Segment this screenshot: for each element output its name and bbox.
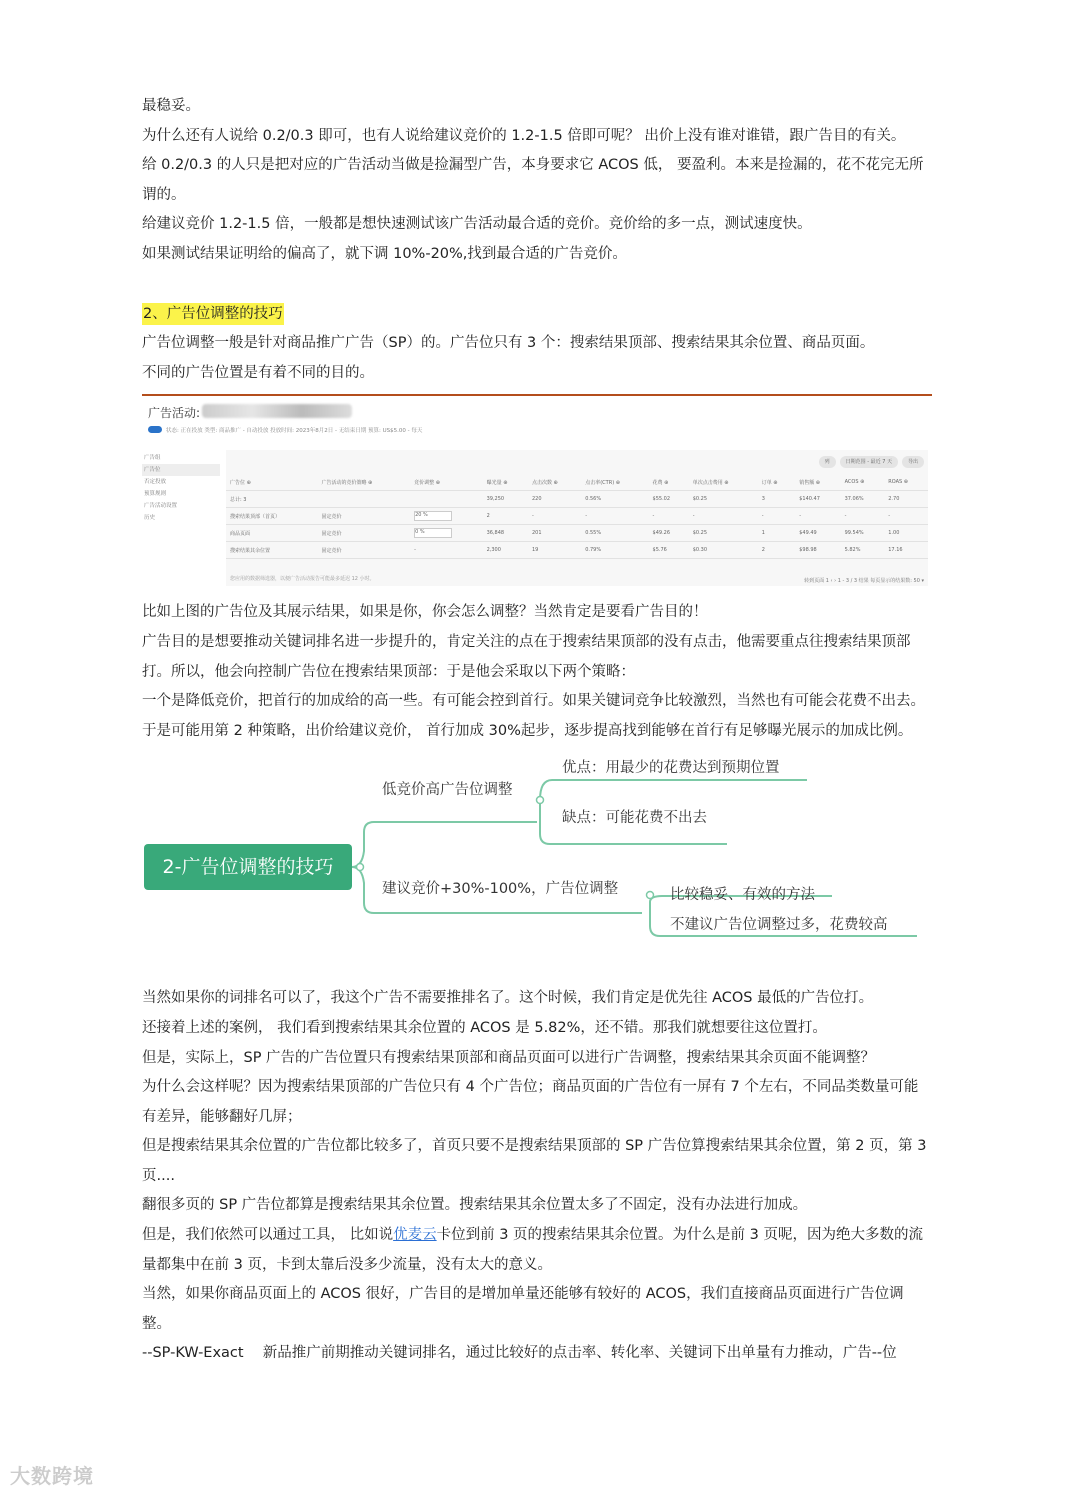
- bid-adjust-input: 0 %: [414, 528, 452, 538]
- sidebar-item: 广告活动设置: [144, 503, 178, 510]
- cell: 搜索结果顶部（首页）: [226, 508, 317, 525]
- cell: 3: [758, 491, 795, 508]
- header-cell: 竞价调整 ⊕: [410, 474, 483, 491]
- sidebar-item: 历史: [144, 515, 156, 522]
- header-cell: 花费 ⊕: [649, 474, 689, 491]
- cell: -: [841, 508, 885, 525]
- paragraph: 最稳妥。: [142, 98, 200, 114]
- campaign-meta: 状态: 正在投放 类型: 商品推广 - 自动投放 投放时间: 2023年8月2日 - 无结束日期 预算: US$5.00 - 每天: [166, 428, 423, 435]
- bid-adjust-cell: [410, 525, 483, 542]
- paragraph: 如果测试结果证明给的偏高了，就下调 10%-20%,找到最合适的广告竞价。: [142, 245, 627, 262]
- campaign-screenshot: [142, 394, 932, 592]
- section-title: 2、广告位调整的技巧: [142, 303, 284, 325]
- cell: 商品页面: [226, 525, 317, 542]
- table-row: [226, 542, 928, 559]
- cell: 36,848: [483, 525, 528, 542]
- table-row: [226, 508, 928, 525]
- header-cell: ROAS ⊕: [884, 474, 928, 491]
- paragraph: 当然如果你的词排名可以了，我这个广告不需要推排名了。这个时候，我们肯定是优先往 ACOS 最低的广告位打。: [142, 990, 874, 1007]
- text: 但是，我们依然可以通过工具， 比如说: [142, 1227, 394, 1244]
- pagination: 转到页面 1 ‹ › 1 - 3 / 3 结果 每页显示的结果数: 50 ▾: [804, 578, 924, 585]
- paragraph: 当然，如果你商品页面上的 ACOS 很好，广告目的是增加单量还能够有较好的 ACOS，我们直接商品页面进行广告位调整。: [142, 1286, 904, 1332]
- mind-map-branch: 建议竞价+30%-100%，广告位调整: [382, 881, 619, 898]
- mind-map: [142, 756, 932, 966]
- mind-map-leaf: 缺点：可能花费不出去: [562, 810, 707, 827]
- cell: -: [528, 508, 581, 525]
- header-cell: 点击率(CTR) ⊕: [581, 474, 648, 491]
- header-cell: 单次点击费用 ⊕: [689, 474, 758, 491]
- cell: -: [581, 508, 648, 525]
- cell: $0.30: [689, 542, 758, 559]
- paragraph: 为什么会这样呢？因为搜索结果顶部的广告位只有 4 个广告位；商品页面的广告位有一屏有 7 个左右，不同品类数量可能有差异，能够翻好几屏；: [142, 1079, 919, 1125]
- bid-adjust-cell: [410, 508, 483, 525]
- cell: $98.98: [795, 542, 840, 559]
- cell: 0.55%: [581, 525, 648, 542]
- cell: -: [689, 508, 758, 525]
- bid-adjust-input: 20 %: [414, 511, 452, 521]
- paragraph: 广告目的是想要推动关键词排名进一步提升的，肯定关注的点在于搜索结果顶部的没有点击，他需要重点往搜索结果顶部打。所以，他会向控制广告位在搜索结果顶部：于是他会采取以下两个策略：: [142, 633, 911, 680]
- cell: 固定竞价: [317, 525, 410, 542]
- header-cell: 曝光量 ⊕: [483, 474, 528, 491]
- paragraph: --SP-KW-Exact 新品推广前期推动关键词排名，通过比较好的点击率、转化率、关键词下出单量有力推动，广告--位: [142, 1345, 897, 1362]
- table-header-row: [226, 474, 928, 491]
- header-cell: ACOS ⊕: [841, 474, 885, 491]
- date-range-button: 日期范围 - 最近 7 天: [840, 456, 898, 468]
- table-row: [226, 525, 928, 542]
- cell: $0.25: [689, 491, 758, 508]
- cell: -: [758, 508, 795, 525]
- header-cell: 广告活动的竞价策略 ⊕: [317, 474, 410, 491]
- cell: -: [884, 508, 928, 525]
- mind-map-leaf: 不建议广告位调整过多，花费较高: [670, 917, 888, 934]
- paragraph: 广告位调整一般是针对商品推广广告（SP）的。广告位只有 3 个：搜索结果顶部、搜索结果其余位置、商品页面。: [142, 335, 875, 352]
- cell: $140.47: [795, 491, 840, 508]
- cell: 搜索结果其余位置: [226, 542, 317, 559]
- paragraph-with-link: [142, 1221, 932, 1280]
- redacted-campaign-name: [202, 404, 352, 418]
- cell: -: [795, 508, 840, 525]
- mind-map-root: 2-广告位调整的技巧: [144, 844, 352, 890]
- header-cell: 点击次数 ⊕: [528, 474, 581, 491]
- document-body: [142, 92, 932, 1369]
- cell: 201: [528, 525, 581, 542]
- sidebar-item: 广告组: [144, 455, 161, 462]
- cell: 1.00: [884, 525, 928, 542]
- cell: 19: [528, 542, 581, 559]
- status-toggle: [148, 426, 162, 433]
- header-cell: 广告位 ⊕: [226, 474, 317, 491]
- cell: 2: [758, 542, 795, 559]
- mind-map-branch: 低竞价高广告位调整: [382, 782, 513, 799]
- text: 卡位到前 3 页的搜索结果其余位置。为什么是前 3 页呢，因为绝大多数的流量都集中在前 3 页，卡到太靠后没多少流量，没有太大的意义。: [142, 1227, 923, 1273]
- youmaiyun-link[interactable]: 优麦云: [393, 1227, 437, 1244]
- cell: $49.26: [649, 525, 689, 542]
- cell: $5.76: [649, 542, 689, 559]
- cell: 1: [758, 525, 795, 542]
- campaign-sidebar: [142, 452, 220, 524]
- cell: 0.79%: [581, 542, 648, 559]
- sidebar-item: 否定投放: [144, 479, 167, 486]
- paragraph: 但是搜索结果其余位置的广告位都比较多了，首页只要不是搜索结果顶部的 SP 广告位算搜索结果其余位置，第 2 页，第 3 页....: [142, 1138, 927, 1184]
- table-row: [226, 491, 928, 508]
- cell: 17.16: [884, 542, 928, 559]
- cell: $49.49: [795, 525, 840, 542]
- cell: 99.54%: [841, 525, 885, 542]
- placement-panel: [226, 450, 928, 586]
- cell: 0.56%: [581, 491, 648, 508]
- paragraph: 不同的广告位置是有着不同的目的。: [142, 364, 374, 381]
- export-button: 导出: [902, 456, 924, 468]
- mind-map-leaf: 优点：用最少的花费达到预期位置: [562, 760, 780, 777]
- campaign-title: 广告活动:: [148, 406, 201, 421]
- paragraph: 给建议竞价 1.2-1.5 倍，一般都是想快速测试该广告活动最合适的竞价。竞价给的多一点，测试速度快。: [142, 216, 812, 233]
- cell: 39,250: [483, 491, 528, 508]
- cell: $0.25: [689, 525, 758, 542]
- watermark-logo: 大数跨境: [10, 1464, 94, 1488]
- header-cell: 订单 ⊕: [758, 474, 795, 491]
- header-cell: 销售额 ⊕: [795, 474, 840, 491]
- paragraph: 还接着上述的案例， 我们看到搜索结果其余位置的 ACOS 是 5.82%，还不错。那我们就想要往这位置打。: [142, 1019, 827, 1036]
- paragraph: 为什么还有人说给 0.2/0.3 即可，也有人说给建议竞价的 1.2-1.5 倍即可呢？ 出价上没有谁对谁错，跟广告目的有关。: [142, 127, 906, 144]
- panel-toolbar: [819, 456, 924, 468]
- paragraph: 翻很多页的 SP 广告位都算是搜索结果其余位置。搜索结果其余位置太多了不固定，没有办法进行加成。: [142, 1197, 808, 1214]
- cell: 2.70: [884, 491, 928, 508]
- cell: $55.02: [649, 491, 689, 508]
- paragraph: 给 0.2/0.3 的人只是把对应的广告活动当做是捡漏型广告，本身要求它 ACOS 低， 要盈利。本来是捡漏的，花不花完无所谓的。: [142, 157, 924, 203]
- cell: [317, 491, 410, 508]
- cell: 5.82%: [841, 542, 885, 559]
- paragraph: 于是可能用第 2 种策略，出价给建议竞价， 首行加成 30%起步，逐步提高找到能够在首行有足够曝光展示的加成比例。: [142, 722, 913, 739]
- paragraph: 但是，实际上，SP 广告的广告位置只有搜索结果顶部和商品页面可以进行广告调整，搜索结果其余页面不能调整？: [142, 1049, 876, 1066]
- cell: 总计: 3: [226, 491, 317, 508]
- columns-button: 列: [819, 456, 836, 468]
- paragraph: 比如上图的广告位及其展示结果，如果是你，你会怎么调整？当然肯定是要看广告目的！: [142, 604, 708, 621]
- cell: 固定竞价: [317, 542, 410, 559]
- cell: 220: [528, 491, 581, 508]
- cell: -: [410, 542, 483, 559]
- cell: 37.06%: [841, 491, 885, 508]
- cell: 固定竞价: [317, 508, 410, 525]
- section-heading: [142, 300, 932, 330]
- mind-map-leaf: 比较稳妥、有效的方法: [670, 887, 815, 904]
- cell: 2: [483, 508, 528, 525]
- table-footer-note: 您应用的数据筛选器，以便广告活动报告可能最多延迟 12 小时。: [230, 576, 375, 583]
- cell: -: [649, 508, 689, 525]
- sidebar-item-placement: 广告位: [142, 464, 220, 476]
- cell: 2,300: [483, 542, 528, 559]
- cell: [410, 491, 483, 508]
- sidebar-item: 预算规则: [144, 491, 167, 498]
- placement-table: [226, 474, 928, 559]
- paragraph: 一个是降低竞价，把首行的加成给的高一些。有可能会控到首行。如果关键词竞争比较激烈，当然也有可能会花费不出去。: [142, 693, 925, 710]
